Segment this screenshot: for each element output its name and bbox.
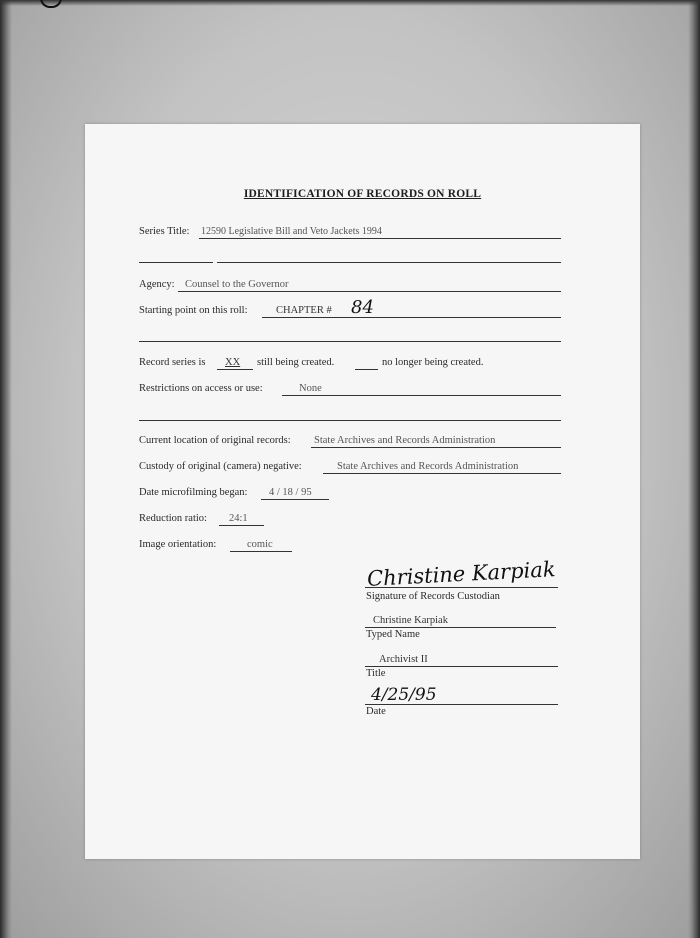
film-edge-left [0, 0, 12, 938]
custody-line [323, 473, 561, 474]
starting-point-line [262, 317, 561, 318]
typed-name-line [365, 627, 556, 628]
agency-label: Agency: [139, 279, 175, 290]
custody-label: Custody of original (camera) negative: [139, 461, 302, 472]
reduction-ratio-value: 24:1 [229, 513, 248, 524]
starting-point-label: Starting point on this roll: [139, 305, 248, 316]
no-longer-being-created-label: no longer being created. [382, 357, 484, 368]
handwritten-signature: Christine Karpiak [366, 557, 557, 591]
signature-caption: Signature of Records Custodian [366, 591, 500, 602]
starting-point-line-2 [139, 341, 561, 342]
series-title-line [199, 238, 561, 239]
no-longer-blank-line [355, 369, 378, 370]
title-line [365, 666, 558, 667]
reduction-ratio-label: Reduction ratio: [139, 513, 207, 524]
record-series-label: Record series is [139, 357, 206, 368]
reduction-ratio-line [219, 525, 264, 526]
restrictions-value: None [299, 383, 322, 394]
date-began-line [261, 499, 329, 500]
film-edge-top [0, 0, 700, 6]
current-location-line [311, 447, 561, 448]
film-edge-right [688, 0, 700, 938]
series-title-label: Series Title: [139, 226, 190, 237]
title-value: Archivist II [379, 654, 428, 665]
restrictions-label: Restrictions on access or use: [139, 383, 263, 394]
agency-line [178, 291, 561, 292]
image-orientation-label: Image orientation: [139, 539, 217, 550]
agency-value: Counsel to the Governor [185, 279, 289, 290]
signature-line [365, 587, 558, 588]
starting-point-value: CHAPTER # [276, 305, 332, 316]
date-line [365, 704, 558, 705]
restrictions-line-2 [139, 420, 561, 421]
series-title-value: 12590 Legislative Bill and Veto Jackets 1994 [201, 226, 382, 237]
starting-point-handwritten: 84 [351, 297, 374, 318]
date-began-value: 4 / 18 / 95 [269, 487, 312, 498]
form-title: IDENTIFICATION OF RECORDS ON ROLL [243, 188, 482, 200]
restrictions-line [282, 395, 561, 396]
custody-value: State Archives and Records Administration [337, 461, 519, 472]
title-caption: Title [366, 668, 386, 679]
records-form-sheet [85, 124, 640, 859]
date-began-label: Date microfilming began: [139, 487, 248, 498]
series-title-line-2a [139, 262, 213, 263]
handwritten-date: 4/25/95 [371, 685, 437, 705]
current-location-value: State Archives and Records Administration [314, 435, 496, 446]
current-location-label: Current location of original records: [139, 435, 291, 446]
typed-name-caption: Typed Name [366, 629, 420, 640]
record-series-mark-line [217, 369, 253, 370]
record-series-mark: XX [225, 357, 241, 368]
series-title-line-2b [217, 262, 561, 263]
image-orientation-value: comic [247, 539, 273, 550]
still-being-created-label: still being created. [257, 357, 335, 368]
image-orientation-line [230, 551, 292, 552]
typed-name-value: Christine Karpiak [373, 615, 448, 626]
date-caption: Date [366, 706, 386, 717]
